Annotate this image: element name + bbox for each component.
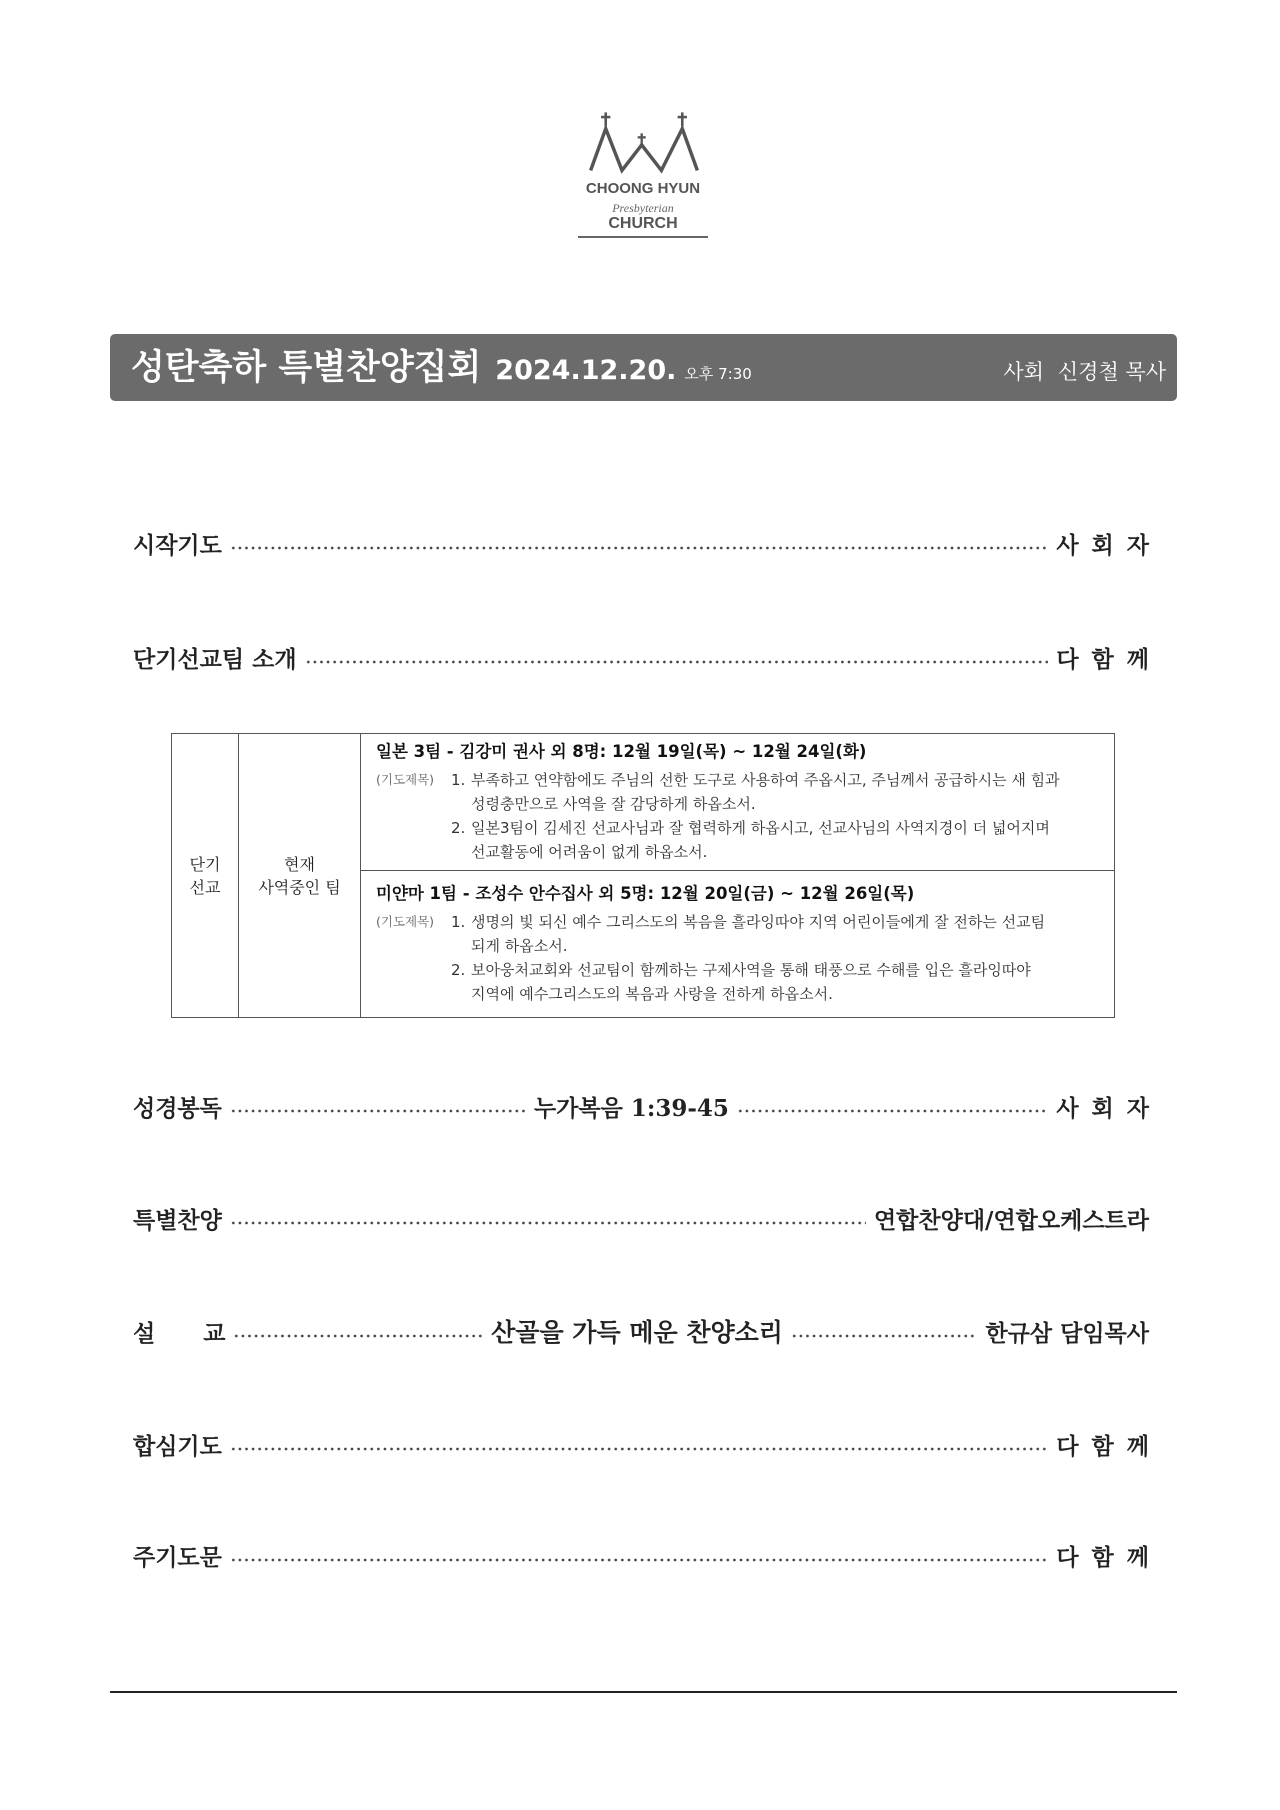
mission-team-table [171, 733, 1115, 1018]
service-header-bar [110, 334, 1177, 401]
team-title: 일본 3팀 - 김강미 권사 외 8명: 12월 19일(목) ~ 12월 24일(화) [376, 742, 867, 761]
status-line: 사역중인 팀 [258, 877, 341, 897]
dot-leader [233, 1334, 483, 1338]
prayer-line: 일본3팀이 김세진 선교사님과 잘 협력하게 하옵시고, 선교사님의 사역지경이 더 넓어지며 [471, 819, 1050, 837]
logo-underline [578, 236, 708, 238]
prayer-line: 성령충만으로 사역을 잘 감당하게 하옵소서. [471, 795, 756, 813]
order-item-mission-intro [133, 641, 1149, 673]
order-item-label: 특별찬양 [133, 1206, 222, 1234]
prayer-item-text [471, 958, 1104, 1006]
team-cell [361, 734, 1115, 871]
prayer-line: 생명의 빛 되신 예수 그리스도의 복음을 흘라잉따야 지역 어린이들에게 잘 전하는 선교팀 [471, 913, 1046, 931]
order-item-sermon [133, 1315, 1149, 1347]
logo-text-name: CHOONG HYUN [585, 180, 701, 197]
team-title: 미얀마 1팀 - 조성수 안수집사 외 5명: 12월 20일(금) ~ 12월 26일(목) [376, 884, 915, 903]
order-item-scripture-reading [133, 1090, 1149, 1122]
order-item-label: 성경봉독 [133, 1094, 222, 1122]
service-title: 성탄축하 특별찬양집회 [131, 348, 482, 388]
bottom-divider [110, 1691, 1177, 1693]
church-logo [578, 110, 708, 238]
prayer-line: 지역에 예수그리스도의 복음과 사랑을 전하게 하옵소서. [471, 985, 833, 1003]
team-cell [361, 871, 1115, 1018]
order-item-unison-prayer [133, 1428, 1149, 1460]
host-info [1003, 356, 1166, 386]
dot-leader [791, 1334, 978, 1338]
dot-leader [305, 660, 1049, 664]
prayer-label: (기도제목) [376, 914, 435, 929]
prayer-item-text [471, 768, 1104, 816]
logo-text-church: CHURCH [608, 215, 678, 232]
prayer-list [376, 910, 1104, 1006]
order-item-label: 단기선교팀 소개 [133, 645, 297, 673]
prayer-line: 되게 하옵소서. [471, 937, 568, 955]
host-label: 사회 [1003, 360, 1044, 384]
host-name: 신경철 목사 [1057, 360, 1166, 384]
order-item-opening-prayer [133, 527, 1149, 559]
order-item-leader: 사 회 자 [1056, 531, 1149, 559]
order-item-label: 설 교 [133, 1319, 226, 1347]
order-item-label: 합심기도 [133, 1432, 222, 1460]
sermon-title: 산골을 가득 메운 찬양소리 [491, 1318, 783, 1347]
order-item-leader: 다 함 께 [1056, 645, 1149, 673]
church-steeples-icon [586, 110, 702, 174]
prayer-line: 부족하고 연약함에도 주님의 선한 도구로 사용하여 주옵시고, 주님께서 공급하시는 새 힘과 [471, 771, 1060, 789]
order-item-leader: 사 회 자 [1056, 1094, 1149, 1122]
category-line: 단기 [189, 854, 221, 874]
dot-leader [230, 1447, 1048, 1451]
dot-leader [737, 1109, 1048, 1113]
table-row [172, 734, 1115, 871]
category-line: 선교 [189, 877, 221, 897]
prayer-item-text [471, 816, 1104, 864]
status-line: 현재 [284, 854, 315, 874]
order-item-leader: 연합찬양대/연합오케스트라 [873, 1206, 1149, 1234]
service-date: 2024.12.20. [495, 355, 677, 386]
logo-text-denomination: Presbyterian [612, 201, 674, 215]
prayer-line: 보아웅처교회와 선교팀이 함께하는 구제사역을 통해 태풍으로 수해를 입은 흘라잉따야 [471, 961, 1031, 979]
order-item-leader: 다 함 께 [1056, 1543, 1149, 1571]
dot-leader [230, 1221, 866, 1225]
order-item-leader: 한규삼 담임목사 [985, 1319, 1149, 1347]
service-time: 오후 7:30 [684, 365, 752, 383]
dot-leader [230, 1558, 1048, 1562]
prayer-item-text [471, 910, 1104, 958]
prayer-line: 선교활동에 어려움이 없게 하옵소서. [471, 843, 708, 861]
scripture-reference: 누가복음 1:39-45 [533, 1094, 729, 1122]
prayer-number: 1. [451, 913, 466, 931]
prayer-label: (기도제목) [376, 772, 435, 787]
prayer-number: 2. [451, 819, 466, 837]
dot-leader [230, 1109, 526, 1113]
prayer-list [376, 768, 1104, 864]
order-item-lords-prayer [133, 1539, 1149, 1571]
prayer-number: 2. [451, 961, 466, 979]
prayer-number: 1. [451, 771, 466, 789]
order-item-leader: 다 함 께 [1056, 1432, 1149, 1460]
order-item-label: 시작기도 [133, 531, 222, 559]
category-cell [172, 734, 239, 1018]
order-item-label: 주기도문 [133, 1543, 222, 1571]
order-item-special-music [133, 1202, 1149, 1234]
dot-leader [230, 546, 1048, 550]
status-cell [239, 734, 361, 1018]
